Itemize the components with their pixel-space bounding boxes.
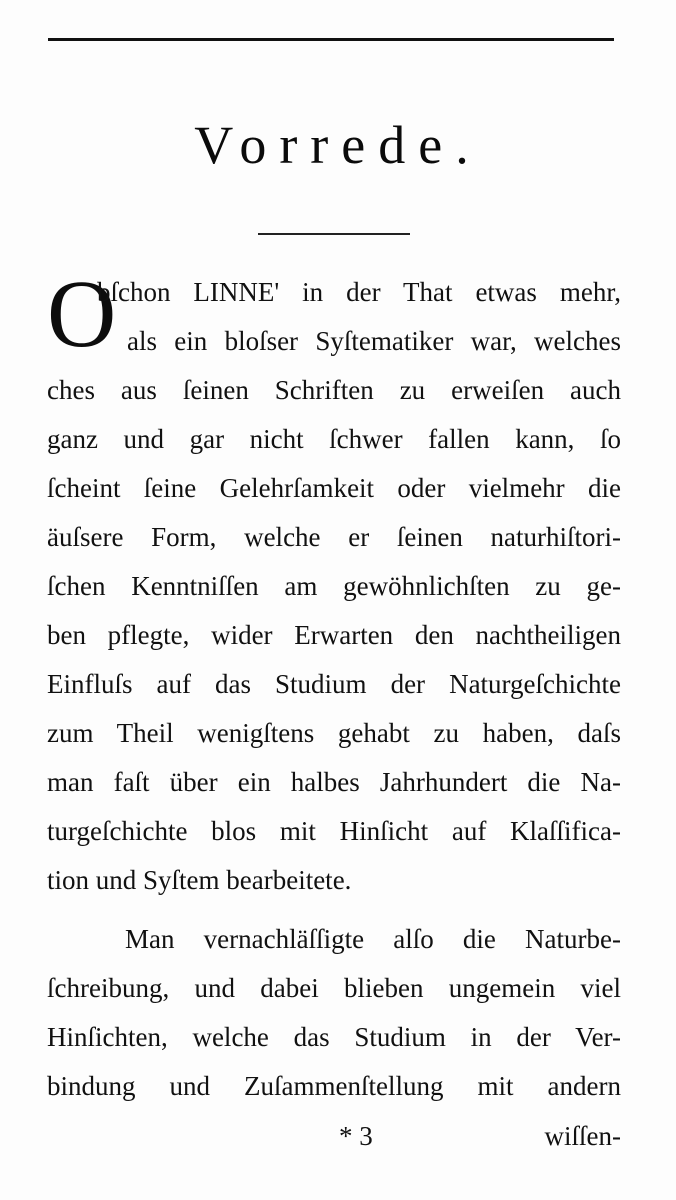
text-line: ben pflegte, wider Erwarten den nachtheiligen xyxy=(47,620,621,650)
drop-cap: O xyxy=(47,260,117,367)
page-footer xyxy=(47,1112,621,1161)
paragraph-2 xyxy=(47,915,621,1111)
text-line: ſchen Kenntniſſen am gewöhnlichſten zu ge- xyxy=(47,571,621,601)
text-line: bindung und Zuſammenſtellung mit andern xyxy=(47,1071,621,1101)
text-line: ches aus ſeinen Schriften zu erweiſen auch xyxy=(47,375,621,405)
text-line: Man vernachläſſigte alſo die Naturbe- xyxy=(125,924,621,954)
page-title: Vorrede. xyxy=(194,115,482,175)
text-line: ganz und gar nicht ſchwer fallen kann, ſo xyxy=(47,424,621,454)
text-line: zum Theil wenigſtens gehabt zu haben, daſs xyxy=(47,718,621,748)
text-line: bſchon LINNE' in der That etwas mehr, xyxy=(97,277,621,307)
text-line: man faſt über ein halbes Jahrhundert die Na- xyxy=(47,767,621,797)
text-line: ſcheint ſeine Gelehrſamkeit oder vielmehr die xyxy=(47,473,621,503)
header-rule xyxy=(48,38,614,41)
catchword: wiſſen- xyxy=(544,1121,621,1151)
text-line: tion und Syſtem bearbeitete. xyxy=(47,865,352,895)
signature-mark: * 3 xyxy=(339,1121,373,1151)
text-line: als ein bloſser Syſtematiker war, welches xyxy=(127,326,621,356)
text-line: ſchreibung, und dabei blieben ungemein viel xyxy=(47,973,621,1003)
text-line: Hinſichten, welche das Studium in der Ver- xyxy=(47,1022,621,1052)
text-line: Einfluſs auf das Studium der Naturgeſchichte xyxy=(47,669,621,699)
text-line: äuſsere Form, welche er ſeinen naturhiſtori- xyxy=(47,522,621,552)
text-line: turgeſchichte blos mit Hinſicht auf Klaſſifica- xyxy=(47,816,621,846)
title-rule xyxy=(258,233,410,235)
paragraph-1 xyxy=(47,260,621,905)
